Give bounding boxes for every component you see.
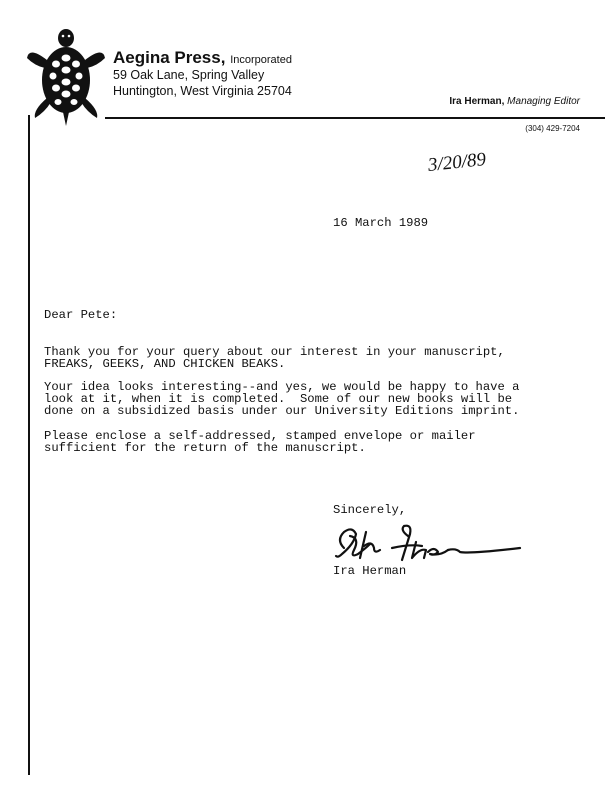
company-name-text: Aegina Press, [113, 48, 226, 67]
address-line-2: Huntington, West Virginia 25704 [113, 84, 292, 98]
paragraph-1-line-1: Thank you for your query about our interest in your manuscript, [44, 345, 505, 359]
handwritten-signature [330, 518, 530, 568]
paragraph-3-line-2: sufficient for the return of the manuscript. [44, 441, 366, 455]
editor-credit [449, 96, 580, 107]
company-suffix: Incorporated [230, 54, 292, 66]
signer-name: Ira Herman [333, 564, 407, 578]
paragraph-2-line-2: look at it, when it is completed. Some of our new books will be [44, 392, 513, 406]
paragraph-2-line-3: done on a subsidized basis under our University Editions imprint. [44, 404, 520, 418]
paragraph-3-line-1: Please enclose a self-addressed, stamped envelope or mailer [44, 429, 476, 443]
editor-name: Ira Herman, [449, 96, 505, 107]
editor-title: Managing Editor [507, 96, 580, 107]
paragraph-2-line-1: Your idea looks interesting--and yes, we would be happy to have a [44, 380, 520, 394]
header-rule [105, 117, 605, 119]
paragraph-1-line-2: FREAKS, GEEKS, AND CHICKEN BEAKS. [44, 357, 286, 371]
closing: Sincerely, [333, 503, 407, 517]
handwritten-date: 3/20/89 [427, 149, 487, 176]
company-name [113, 48, 292, 68]
address-line-1: 59 Oak Lane, Spring Valley [113, 68, 265, 82]
salutation: Dear Pete: [44, 308, 118, 322]
letter-date: 16 March 1989 [333, 216, 429, 230]
phone-number: (304) 429-7204 [525, 124, 580, 133]
left-margin-rule [28, 115, 30, 775]
turtle-icon [25, 28, 107, 128]
